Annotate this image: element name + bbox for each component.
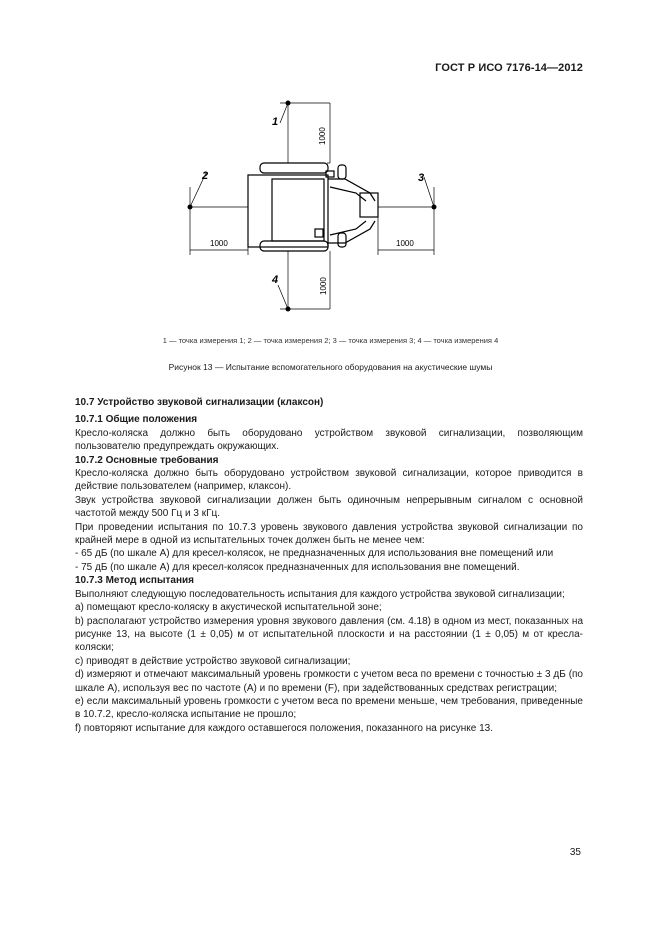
figure-legend: 1 — точка измерения 1; 2 — точка измерения 2; 3 — точка измерения 3; 4 — точка измерения 4 (162, 336, 499, 345)
list-item: d) измеряют и отмечают максимальный уровень громкости с учетом веса по времени с точностью ± 3 дБ (по шкале А), используя вес по частоте (А) и по времени (F), при задействованных средствах регистрации; (75, 669, 583, 694)
point-3-label: 3 (418, 172, 425, 184)
paragraph: Звук устройства звуковой сигнализации должен быть одиночным непрерывным сигналом с основной частотой между 500 Гц и 3 кГц. (75, 494, 583, 520)
subsection-title: 10.7.1 Общие положения (75, 414, 198, 426)
list-item: e) если максимальный уровень громкости с учетом веса по времени меньше, чем требования, приведенные в 10.7.2, кресло-коляска испытание не прошло; (75, 695, 583, 721)
page-number: 35 (569, 847, 581, 858)
dim-right: 1000 (396, 239, 414, 248)
point-2-label: 2 (202, 170, 209, 182)
list-item: - 75 дБ (по шкале А) для кресел-колясок предназначенных для использования вне помещений. (75, 561, 520, 573)
figure-caption: Рисунок 13 — Испытание вспомогательного оборудования на акустические шумы (168, 362, 493, 372)
caster-bottom (338, 233, 346, 247)
dim-bottom: 1000 (319, 277, 328, 295)
rear-wheel-top (260, 163, 328, 173)
point-1-label: 1 (272, 116, 279, 128)
body-text (75, 396, 583, 735)
caster-top (338, 165, 346, 179)
footplate (360, 193, 378, 217)
seat-inner (272, 179, 324, 241)
wheelchair-frame (248, 175, 328, 247)
list-item: - 65 дБ (по шкале А) для кресел-колясок, не предназначенных для использования вне помещений или (75, 548, 554, 560)
paragraph: При проведении испытания по 10.7.3 уровень звукового давления устройства звуковой сигнализации по крайней мере в одной из испытательных точек должен быть не менее чем: (75, 521, 583, 547)
list-item: b) располагают устройство измерения уровня звукового давления (см. 4.18) в одном из мест, показанных на рисунке 13, на высоте (1 ± 0,05) м от испытательной плоскости и на расстоянии (1 ± 0,05) м от кресла-коляски; (75, 615, 583, 654)
subsection-title: 10.7.3 Метод испытания (75, 575, 194, 587)
paragraph: Выполняют следующую последовательность испытания для каждого устройства звуковой сигнализации; (75, 588, 565, 600)
paragraph: Кресло-коляска должно быть оборудовано устройством звуковой сигнализации, которое приводится в действие пользователем (например, клаксон). (75, 468, 583, 493)
test-layout-diagram (160, 95, 460, 320)
subsection-title: 10.7.2 Основные требования (75, 454, 219, 466)
document-header: ГОСТ Р ИСО 7176-14—2012 (435, 62, 583, 74)
list-item: a) помещают кресло-коляску в акустической испытательной зоне; (75, 602, 382, 614)
dim-top: 1000 (318, 127, 327, 145)
paragraph: Кресло-коляска должно быть оборудовано устройством звуковой сигнализации, позволяющим пользователю предупреждать окружающих. (75, 427, 583, 453)
point-4-label: 4 (272, 274, 279, 286)
section-title: 10.7 Устройство звуковой сигнализации (клаксон) (75, 397, 324, 408)
dim-left: 1000 (210, 239, 228, 248)
list-item: f) повторяют испытание для каждого оставшегося положения, показанного на рисунке 13. (75, 722, 493, 734)
list-item: c) приводят в действие устройство звуковой сигнализации; (75, 655, 351, 667)
rear-wheel-bottom (260, 241, 328, 251)
